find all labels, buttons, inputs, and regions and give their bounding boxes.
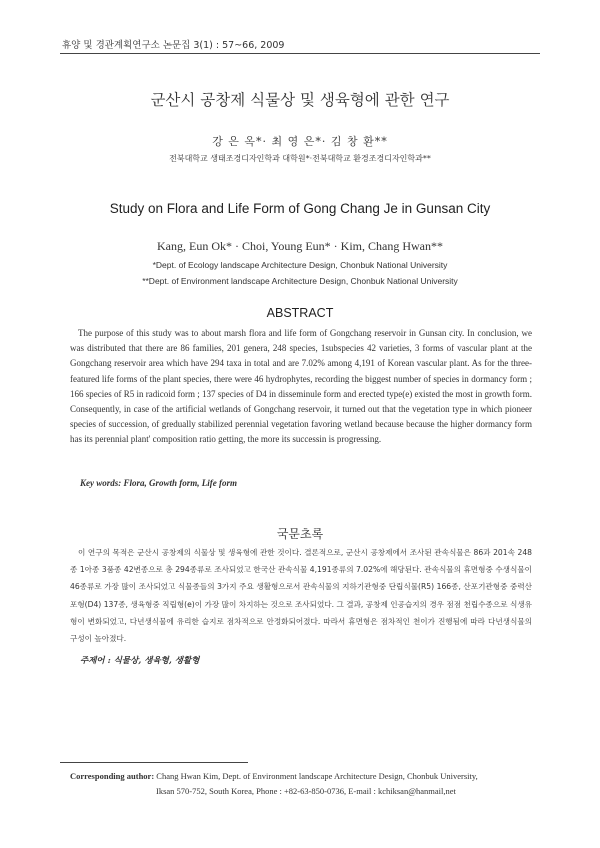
english-authors: Kang, Eun Ok* · Choi, Young Eun* · Kim, Chang Hwan** bbox=[157, 239, 443, 253]
corresponding-label: Corresponding author: bbox=[70, 771, 155, 781]
korean-abstract-body: 이 연구의 목적은 군산시 공창제의 식물상 및 생육형에 관한 것이다. 결론적으로, 군산시 공창제에서 조사된 관속식물은 86과 201속 248종 1아종 3품종 42변종으로 총 294종류로 조사되었고 한국산 관속식물 4,191종류의 7.02%에 해당된다. 관속식물의 휴면형중 수생식물이 46종류로 가장 많이 조사되었고 식물종들의 3가지 주요 생활형으로서 관속식물의 지하기관형중 단립식물(R5) 166종, 산포기관형중 중력산포형(D4) 137종, 생육형중 직립형(e)이 가장 많이 차지하는 것으로 조사되었다. 그 결과, 공창제 인공습지의 경우 점점 천립수종으로 식생유형이 변화되었고, 다년생식물에 유리한 습지로 점차적으로 안정화되어졌다. 따라서 휴면형은 점차적인 천이가 진행됨에 따라 다년생식물의 구성이 높아졌다. bbox=[70, 548, 532, 644]
korean-keywords bbox=[80, 654, 199, 666]
journal-header: 휴양 및 경관계획연구소 논문집 3(1) : 57~66, 2009 bbox=[62, 40, 285, 51]
keywords bbox=[80, 478, 237, 488]
corresponding-line-1: Chang Hwan Kim, Dept. of Environment landscape Architecture Design, Chonbuk University, bbox=[156, 771, 478, 781]
korean-keywords-label: 주제어 : bbox=[80, 656, 111, 666]
english-affiliation-1: *Dept. of Ecology landscape Architecture Design, Chonbuk National University bbox=[152, 260, 448, 270]
english-affiliation-2: **Dept. of Environment landscape Architecture Design, Chonbuk National University bbox=[142, 276, 458, 286]
abstract-body: The purpose of this study was to about marsh flora and life form of Gongchang reservoir in Gunsan city. In conclusion, we was distributed that there are 86 families, 201 genera, 248 species, 1subspecies 42 varieties, 3 forms of vascular plant at the Gongchang reservoir area which have 294 taxa in total and are 7.02% among 4,191 of Korean vascular plant. As for the three-featured life forms of the plant species, there were 46 hydrophytes, recording the biggest number of species in dormancy form ; 166 species of R5 in radicoid form ; 137 species of D4 in disseminule form and erected type(e) existed the most in growth form. Consequently, in case of the artificial wetlands of Gongchang reservoir, it turned out that the vegetation type in which pioneer species of succession, of gredually stabilized perennial vegetation favoring wetland because because the higher dormancy form has its perennial plant' composition ratio getting, the more its successin is progressing. bbox=[70, 328, 532, 445]
keywords-label: Key words: bbox=[80, 478, 122, 488]
abstract-heading: ABSTRACT bbox=[266, 306, 334, 320]
corresponding-line-2: Iksan 570-752, South Korea, Phone : +82-63-850-0736, E-mail : kchiksan@hanmail,net bbox=[156, 785, 456, 796]
keywords-text: Flora, Growth form, Life form bbox=[123, 478, 238, 488]
english-title: Study on Flora and Life Form of Gong Chang Je in Gunsan City bbox=[109, 201, 491, 216]
corresponding-author bbox=[70, 769, 540, 798]
korean-abstract-heading: 국문초록 bbox=[276, 527, 324, 541]
korean-authors: 강 은 옥*· 최 영 은*· 김 창 환** bbox=[212, 135, 388, 148]
korean-affiliation: 전북대학교 생태조경디자인학과 대학원*·전북대학교 환경조경디자인학과** bbox=[169, 154, 431, 163]
korean-keywords-text: 식물상, 생육형, 생활형 bbox=[113, 656, 200, 666]
korean-title: 군산시 공창제 식물상 및 생육형에 관한 연구 bbox=[150, 91, 450, 109]
footnote-divider bbox=[60, 762, 248, 763]
header-divider bbox=[60, 53, 540, 54]
